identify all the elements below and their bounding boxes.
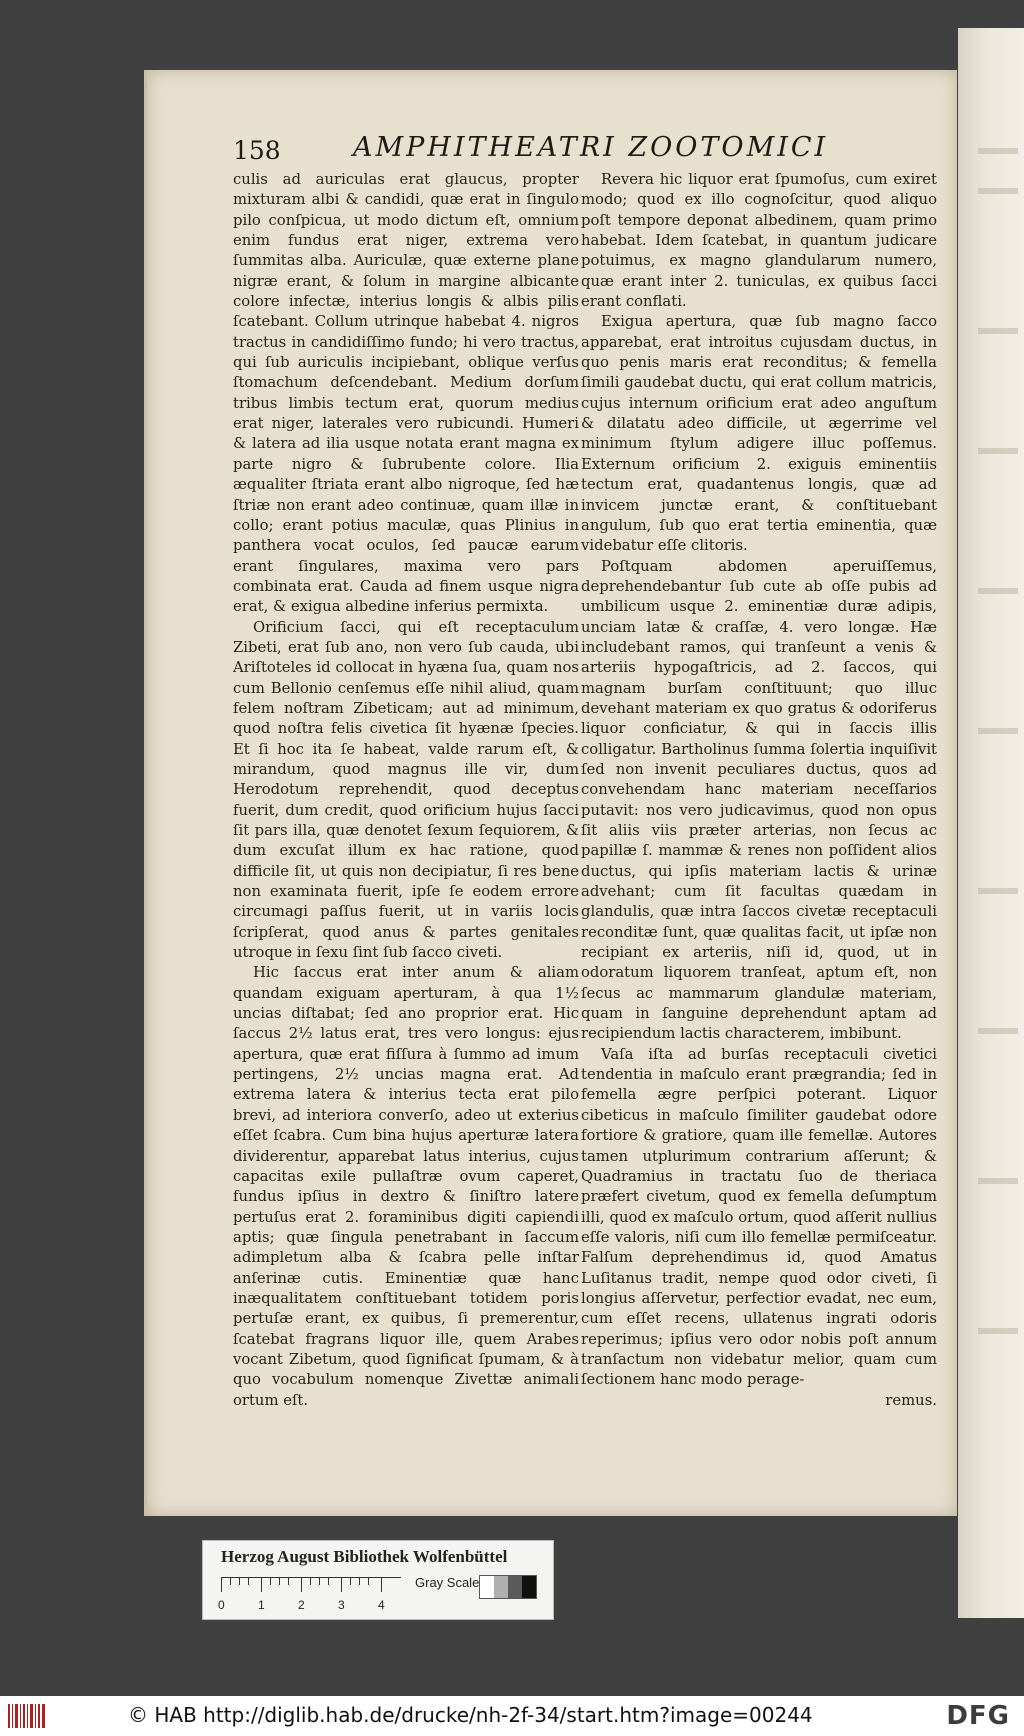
- source-link[interactable]: © HAB http://diglib.hab.de/drucke/nh-2f-34/start.htm?image=00244: [128, 1703, 813, 1727]
- running-title: AMPHITHEATRI ZOOTOMICI: [353, 132, 829, 163]
- right-text-column: [581, 170, 937, 1411]
- paragraph: Vaſa iſta ad burſas receptaculi civetici tendentia in maſculo erant prægrandia; ſed in femella ægre perſpici poterant. Liquor cibeticus in maſculo ſimiliter gaudebat odore fortiore & gratiore, quam ille femellæ. Autores tamen utplurimum contrarium aſſerunt; & Quadramius in tractatu ſuo de theriaca præfert civetum, quod ex femella deſumptum illi, quod ex maſculo ortum, quod aſſerit nullius eſſe valoris, niſi cum illo femellæ permiſceatur. Falſum deprehendimus id, quod Amatus Luſitanus tradit, nempe quod odor civeti, ſi longius aſſervetur, perfectior evadat, nec eum, cum eſſet recens, ullatenus ingrati odoris reperimus; ipſius vero odor nobis poſt annum tranſactum non videbatur melior, quam cum ſectionem hanc modo perage-: [581, 1045, 937, 1389]
- gray-swatch: [494, 1576, 508, 1598]
- viewer-footer: [0, 1696, 1024, 1736]
- dfg-logo: DFG: [946, 1701, 1010, 1731]
- left-text-column: [233, 170, 579, 1411]
- paragraph: culis ad auriculas erat glaucus, propter mixturam albi & candidi, quæ erat in ſingulo pilo conſpicua, ut modo dictum eſt, omnium enim fundus erat niger, extrema vero ſummitas alba. Auriculæ, quæ externe plane nigræ erant, & ſolum in margine albicante colore infectæ, interius longis & albis pilis ſcatebant. Collum utrinque habebat 4. nigros tractus in candidiſſimo fundo; hi vero tractus, qui ſub auriculis incipiebant, oblique verſus ſtomachum deſcendebant. Medium dorſum tribus limbis tectum erat, quorum medius erat niger, laterales vero rubicundi. Humeri & latera ad ilia usque notata erant magna ex parte nigro & ſubrubente colore. Ilia æqualiter ſtriata erant albo nigroque, ſed hæ ſtriæ non erant adeo continuæ, quam illæ in collo; erant potius maculæ, quas Plinius in panthera vocat oculos, ſed paucæ earum erant ſingulares, maxima vero pars combinata erat. Cauda ad finem usque nigra erat, & exigua albedine inferius permixta.: [233, 171, 579, 616]
- ruler-number: 0: [218, 1598, 225, 1612]
- ruler-number: 1: [258, 1598, 265, 1612]
- gray-swatch: [480, 1576, 494, 1598]
- paragraph: Poſtquam abdomen aperuiſſemus, deprehendebantur ſub cute ab oſſe pubis ad umbilicum usque 2. eminentiæ duræ adipis, unciam latæ & craſſæ, 4. vero longæ. Hæ includebant ramos, qui tranſeunt a venis & arteriis hypogaſtricis, ad 2. ſaccos, qui magnam burſam conſtituunt; quo illuc devehant materiam ex quo gratus & odoriferus liquor conficiatur, & qui in ſaccis illis colligatur. Bartholinus ſumma ſolertia inquiſivit ſed non invenit peculiares ductus, quos ad convehendam hanc materiam neceſſarios putavit: nos vero judicavimus, quod non opus ſit aliis viis præter arterias, non ſecus ac papillæ ſ. mammæ & renes non poſſident alios ductus, qui ipſis materiam lactis & urinæ advehant; cum ſit facultas quædam in glandulis, quæ intra ſaccos civetæ receptaculi reconditæ ſunt, quæ qualitas facit, ut ipſæ non recipiant ex arteriis, niſi id, quod, ut in odoratum liquorem tranſeat, aptum eſt, non ſecus ac mammarum glandulæ materiam, quam in ſanguine deprehendunt aptam ad recipiendum lactis characterem, imbibunt.: [581, 557, 937, 1043]
- page-header: [233, 132, 937, 172]
- gray-scale-label: Gray Scale: [415, 1575, 480, 1590]
- color-calibration-card: [202, 1540, 554, 1620]
- measure-ruler: [218, 1577, 401, 1612]
- paragraph: Exigua apertura, quæ ſub magno ſacco apparebat, erat introitus cujusdam ductus, in quo penis maris erat reconditus; & femella ſimili gaudebat ductu, qui erat collum matricis, cujus internum orificium erat adeo anguſtum & dilatatu adeo difficile, ut ægerrime vel minimum ſtylum adigere illuc poſſemus. Externum orificium 2. exiguis eminentiis tectum erat, quadantenus longis, quæ ad invicem junctæ erant, & conſtituebant angulum, ſub quo erat tertia eminentia, quæ videbatur eſſe clitoris.: [581, 313, 937, 555]
- book-page: [144, 70, 957, 1516]
- ruler-number: 3: [338, 1598, 345, 1612]
- gray-scale-swatches: [479, 1575, 537, 1599]
- gray-swatch: [522, 1576, 536, 1598]
- barcode-icon: [8, 1704, 46, 1728]
- paragraph: Hic ſaccus erat inter anum & aliam quandam exiguam aperturam, à qua 1½ uncias diſtabat; ſed ano proprior erat. Hic ſaccus 2½ latus erat, tres vero longus: ejus apertura, quæ erat fiſſura à ſummo ad imum pertingens, 2½ uncias magna erat. Ad extrema latera & interius tecta erat pilo brevi, ad interiora converſo, adeo ut exterius eſſet ſcabra. Cum bina hujus aperturæ latera dividerentur, apparebat latus interius, cujus capacitas exile pullaſtræ ovum caperet, fundus ipſius in dextro & ſiniſtro latere pertuſus erat 2. foraminibus digiti capiendi aptis; quæ ſingula penetrabant in ſaccum adimpletum alba & ſcabra pelle inſtar anſerinæ cutis. Eminentiæ quæ hanc inæqualitatem conſtituebant totidem poris pertuſæ erant, ex quibus, ſi premerentur, ſcatebat fragrans liquor ille, quem Arabes vocant Zibetum, quod ſignificat ſpumam, & à quo vocabulum nomenque Zivettæ animali ortum eſt.: [233, 964, 579, 1409]
- library-name: Herzog August Bibliothek Wolfenbüttel: [221, 1547, 508, 1566]
- ruler-number: 2: [298, 1598, 305, 1612]
- page-number: 158: [233, 136, 281, 165]
- adjacent-page-edge: [958, 28, 1024, 1618]
- ruler-number: 4: [378, 1598, 385, 1612]
- paragraph: Orificium ſacci, qui eſt receptaculum Zibeti, erat ſub ano, non vero ſub cauda, ubi Ariſtoteles id collocat in hyæna ſua, quam nos cum Bellonio cenſemus eſſe nihil aliud, quam felem noſtram Zibeticam; aut ad minimum, quod noſtra felis civetica ſit hyænæ ſpecies. Et ſi hoc ita ſe habeat, valde rarum eſt, & mirandum, quod magnus ille vir, dum Herodotum reprehendit, quod deceptus fuerit, dum credit, quod orificium hujus ſacci ſit pars illa, quæ denotet ſexum ſequiorem, & dum excuſat illum ex hac ratione, quod difficile ſit, ut quis non decipiatur, ſi res bene non examinata fuerit, ipſe ſe eodem errore circumagi paſſus fuerit, ut in variis locis ſcripſerat, quod anus & partes genitales utroque in ſexu ſint ſub ſacco civeti.: [233, 618, 579, 962]
- catchword: remus.: [885, 1391, 937, 1409]
- paragraph: Revera hic liquor erat ſpumoſus, cum exiret modo; quod ex illo cognoſcitur, quod aliquo poſt tempore deponat albedinem, quam primo habebat. Idem ſcatebat, in quantum judicare potuimus, ex magno glandularum numero, quæ erant inter 2. tuniculas, ex quibus ſacci erant conflati.: [581, 171, 937, 311]
- gray-swatch: [508, 1576, 522, 1598]
